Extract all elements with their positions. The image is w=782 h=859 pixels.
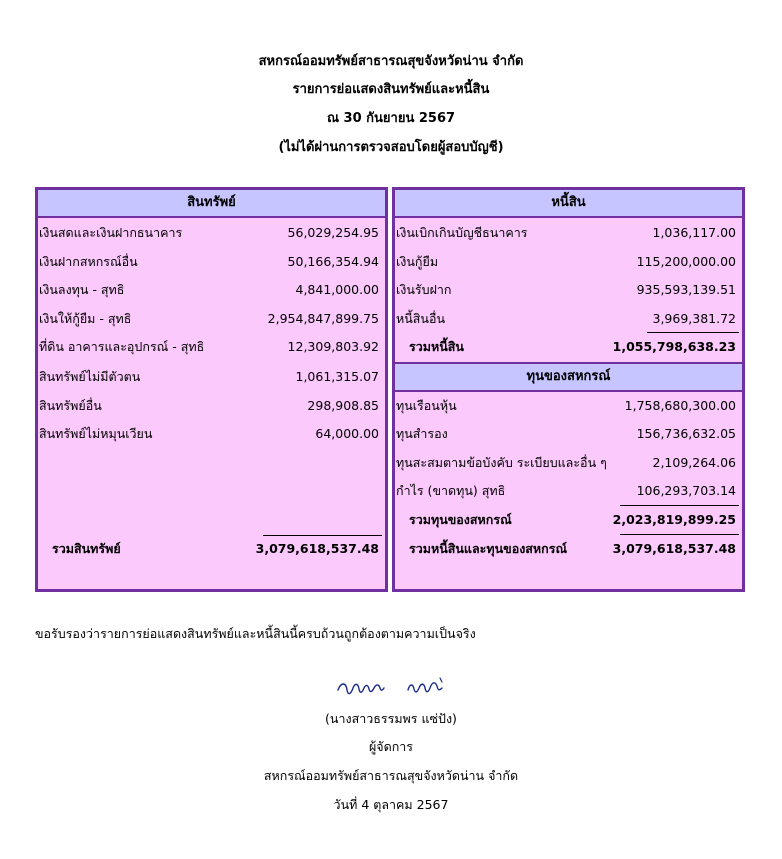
asset-row [38, 252, 385, 272]
certification-text: ขอรับรองว่ารายการย่อแสดงสินทรัพย์และหนี้สินนี้ครบถ้วนถูกต้องตามความเป็นจริง [35, 626, 476, 641]
report-date: ณ 30 กันยายน 2567 [326, 111, 456, 126]
signer-name: (นางสาวธรรมพร แซ่ปัง) [325, 711, 457, 726]
asset-row [38, 367, 385, 387]
liability-value: 3,969,381.72 [652, 311, 736, 326]
asset-row [38, 396, 385, 416]
asset-label: สินทรัพย์อื่น [39, 398, 102, 413]
asset-label: เงินให้กู้ยืม - สุทธิ [39, 311, 132, 326]
asset-value: 50,166,354.94 [287, 254, 379, 269]
total-rule [647, 332, 739, 333]
asset-label: เงินสดและเงินฝากธนาคาร [39, 225, 183, 240]
asset-value: 2,954,847,899.75 [267, 311, 379, 326]
liabilities-equity-panel [392, 187, 745, 592]
asset-label: สินทรัพย์ไม่หมุนเวียน [39, 426, 153, 441]
equity-row [395, 396, 742, 416]
sign-date: วันที่ 4 ตุลาคม 2567 [333, 797, 449, 812]
equity-total-row [395, 510, 742, 530]
asset-row [38, 337, 385, 357]
equity-label: ทุนเรือนหุ้น [396, 398, 457, 413]
asset-row [38, 223, 385, 243]
asset-value: 1,061,315.07 [295, 369, 379, 384]
asset-value: 298,908.85 [307, 398, 379, 413]
liability-row [395, 309, 742, 329]
equity-total-label: รวมทุนของสหกรณ์ [409, 512, 512, 527]
assets-total-value: 3,079,618,537.48 [255, 541, 379, 556]
liability-label: เงินรับฝาก [396, 282, 452, 297]
report-title: รายการย่อแสดงสินทรัพย์และหนี้สิน [292, 82, 490, 97]
liabilities-total-label: รวมหนี้สิน [409, 339, 464, 354]
assets-total-row [38, 539, 385, 559]
equity-label: ทุนสะสมตามข้อบังคับ ระเบียบและอื่น ๆ [396, 455, 607, 470]
equity-row [395, 481, 742, 501]
liability-row [395, 280, 742, 300]
grand-total-row [395, 539, 742, 559]
total-rule [620, 505, 739, 506]
report-note: (ไม่ได้ผ่านการตรวจสอบโดยผู้สอบบัญชี) [278, 140, 504, 155]
equity-value: 156,736,632.05 [636, 426, 736, 441]
liability-label: เงินเบิกเกินบัญชีธนาคาร [396, 225, 528, 240]
asset-label: เงินฝากสหกรณ์อื่น [39, 254, 138, 269]
assets-header: สินทรัพย์ [38, 190, 385, 218]
asset-row [38, 309, 385, 329]
signature [330, 672, 460, 700]
signer-organization: สหกรณ์ออมทรัพย์สาธารณสุขจังหวัดน่าน จำกัด [263, 768, 519, 783]
equity-row [395, 424, 742, 444]
liability-row [395, 223, 742, 243]
grand-total-label: รวมหนี้สินและทุนของสหกรณ์ [409, 541, 568, 556]
equity-label: กำไร (ขาดทุน) สุทธิ [396, 483, 506, 498]
report-org-title: สหกรณ์ออมทรัพย์สาธารณสุขจังหวัดน่าน จำกัด [258, 54, 524, 69]
liability-value: 935,593,139.51 [636, 282, 736, 297]
asset-row [38, 424, 385, 444]
equity-row [395, 453, 742, 473]
equity-value: 2,109,264.06 [652, 455, 736, 470]
asset-value: 64,000.00 [315, 426, 379, 441]
total-rule [620, 534, 739, 535]
asset-label: เงินลงทุน - สุทธิ [39, 282, 125, 297]
asset-label: ที่ดิน อาคารและอุปกรณ์ - สุทธิ [39, 339, 205, 354]
liabilities-total-value: 1,055,798,638.23 [612, 339, 736, 354]
assets-total-label: รวมสินทรัพย์ [52, 541, 121, 556]
equity-label: ทุนสำรอง [396, 426, 448, 441]
asset-value: 56,029,254.95 [287, 225, 379, 240]
asset-value: 12,309,803.92 [287, 339, 379, 354]
liabilities-total-row [395, 337, 742, 357]
total-rule [263, 535, 382, 536]
asset-row [38, 280, 385, 300]
equity-value: 1,758,680,300.00 [624, 398, 736, 413]
equity-total-value: 2,023,819,899.25 [612, 512, 736, 527]
asset-value: 4,841,000.00 [295, 282, 379, 297]
liability-label: เงินกู้ยืม [396, 254, 439, 269]
liability-value: 1,036,117.00 [652, 225, 736, 240]
liability-value: 115,200,000.00 [636, 254, 736, 269]
signer-position: ผู้จัดการ [368, 739, 414, 754]
equity-value: 106,293,703.14 [636, 483, 736, 498]
assets-panel [35, 187, 388, 592]
liability-label: หนี้สินอื่น [396, 311, 446, 326]
equity-header: ทุนของสหกรณ์ [395, 362, 742, 392]
asset-label: สินทรัพย์ไม่มีตัวตน [39, 369, 141, 384]
liabilities-header: หนี้สิน [395, 190, 742, 218]
grand-total-value: 3,079,618,537.48 [612, 541, 736, 556]
liability-row [395, 252, 742, 272]
